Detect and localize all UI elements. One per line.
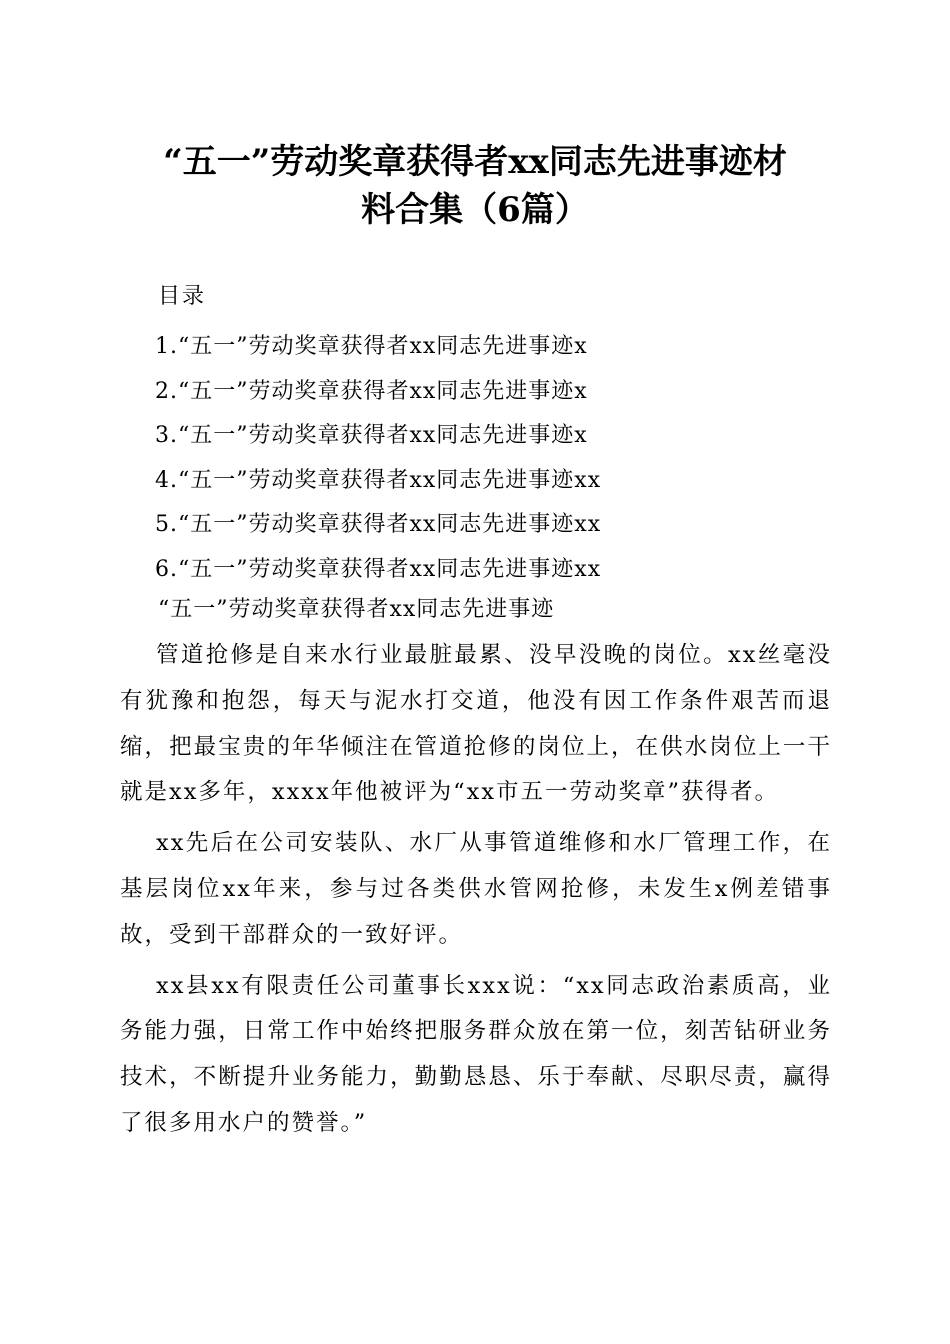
toc-item: 5.“五一”劳动奖章获得者xx同志先进事迹xx	[155, 512, 602, 538]
toc-item: 4.“五一”劳动奖章获得者xx同志先进事迹xx	[155, 467, 602, 493]
body-paragraph: 管道抢修是自来水行业最脏最累、没早没晚的岗位。xx丝毫没有犹豫和抱怨，每天与泥水打交道，他没有因工作条件艰苦而退缩，把最宝贵的年华倾注在管道抢修的岗位上，在供水岗位上一干就是xx多年，xxxx年他被评为“xx市五一劳动奖章”获得者。	[120, 642, 832, 806]
toc-item: 3.“五一”劳动奖章获得者xx同志先进事迹x	[155, 423, 588, 449]
document-body	[120, 633, 832, 1152]
document-title	[120, 138, 830, 234]
body-paragraph: xx先后在公司安装队、水厂从事管道维修和水厂管理工作，在基层岗位xx年来，参与过各类供水管网抢修，未发生x例差错事故，受到干部群众的一致好评。	[120, 830, 832, 948]
toc-heading: 目录	[158, 284, 207, 309]
body-paragraph: xx县xx有限责任公司董事长xxx说：“xx同志政治素质高，业务能力强，日常工作中始终把服务群众放在第一位，刻苦钻研业务技术，不断提升业务能力，勤勤恳恳、乐于奉献、尽职尽责，赢得了很多用水户的赞誉。”	[120, 972, 832, 1136]
toc-item: 2.“五一”劳动奖章获得者xx同志先进事迹x	[155, 378, 588, 404]
toc-item: 6.“五一”劳动奖章获得者xx同志先进事迹xx	[155, 556, 602, 582]
title-line-2: 料合集（6篇）	[361, 190, 589, 230]
toc-item: 1.“五一”劳动奖章获得者xx同志先进事迹x	[155, 334, 588, 359]
section-title: “五一”劳动奖章获得者xx同志先进事迹	[158, 597, 555, 622]
table-of-contents	[155, 325, 601, 593]
title-line-1: “五一”劳动奖章获得者xx同志先进事迹材	[163, 142, 787, 182]
